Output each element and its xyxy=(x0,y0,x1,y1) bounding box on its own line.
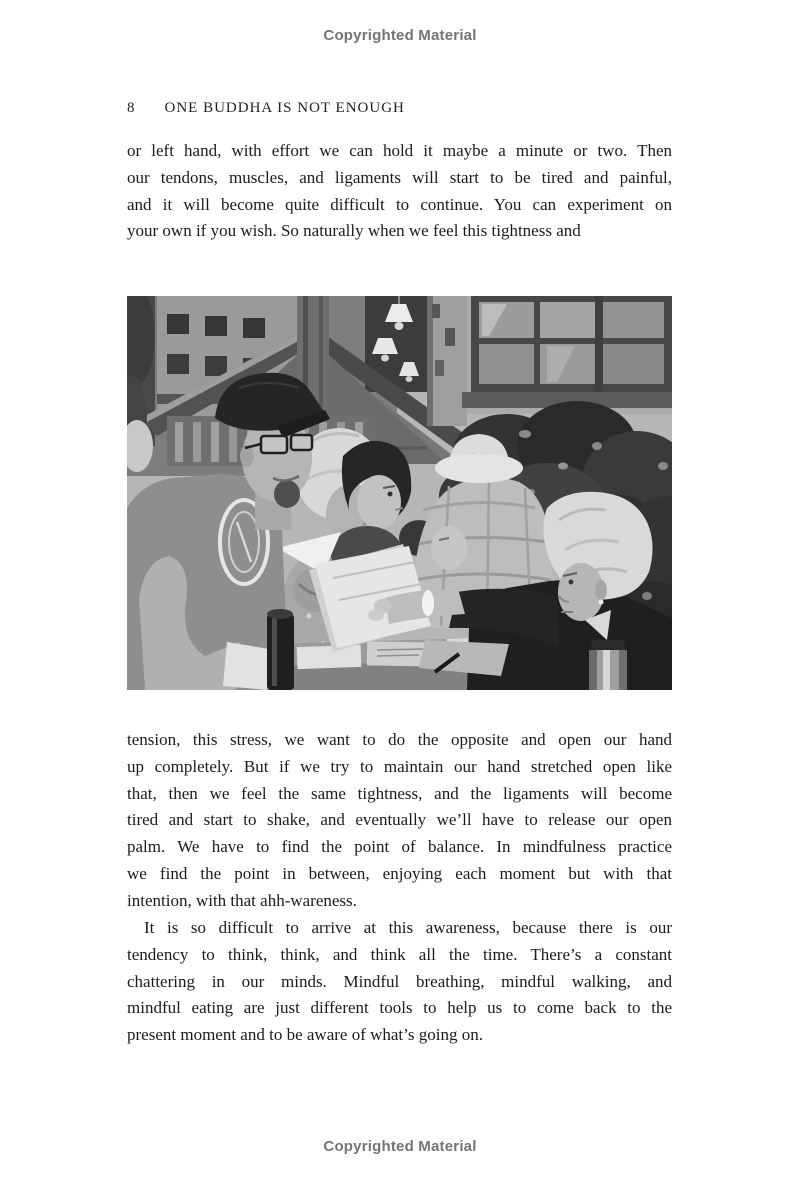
text-line: your own if you wish. So naturally when we feel this tightness and xyxy=(127,221,581,241)
copyright-watermark-top: Copyrighted Material xyxy=(323,27,477,44)
running-title: ONE BUDDHA IS NOT ENOUGH xyxy=(164,100,405,116)
page-number: 8 xyxy=(127,100,135,116)
text-line: tension, this stress, we want to do the opposite and open our hand xyxy=(127,730,672,749)
text-line: tired and start to shake, and eventually we’ll have to release our open xyxy=(127,810,672,830)
text-line: tendency to think, think, and think all the time. There’s a constant xyxy=(127,944,672,964)
paragraph-1 xyxy=(127,138,672,245)
thermos xyxy=(589,640,627,690)
text-line: palm. We have to find the point of balance. In mindfulness practice xyxy=(127,837,672,857)
window xyxy=(462,296,672,408)
text-line: or left hand, with effort we can hold it maybe a minute or two. Then xyxy=(127,141,672,160)
paragraph-3 xyxy=(127,915,672,1049)
text-line: our tendons, muscles, and ligaments will start to be tired and painful, xyxy=(127,167,672,187)
copyright-watermark-bottom: Copyrighted Material xyxy=(323,1138,477,1155)
page-header xyxy=(127,100,405,116)
bottle xyxy=(267,609,294,690)
book-photo xyxy=(127,296,672,690)
text-line: It is so difficult to arrive at this awareness, because there is our xyxy=(144,918,672,937)
paragraph-2 xyxy=(127,727,672,915)
text-line: present moment and to be aware of what’s going on. xyxy=(127,1025,483,1045)
text-line: chattering in our minds. Mindful breathing, mindful walking, and xyxy=(127,971,672,991)
text-line: up completely. But if we try to maintain our hand stretched open like xyxy=(127,756,672,776)
text-line: we find the point in between, enjoying each moment but with that xyxy=(127,863,672,883)
text-line: intention, with that ahh-wareness. xyxy=(127,890,357,910)
text-line: that, then we feel the same tightness, and the ligaments will become xyxy=(127,783,672,803)
book-photo-illustration xyxy=(127,296,672,690)
text-line: and it will become quite difficult to continue. You can experiment on xyxy=(127,194,672,214)
text-line: mindful eating are just different tools to help us to come back to the xyxy=(127,998,672,1018)
